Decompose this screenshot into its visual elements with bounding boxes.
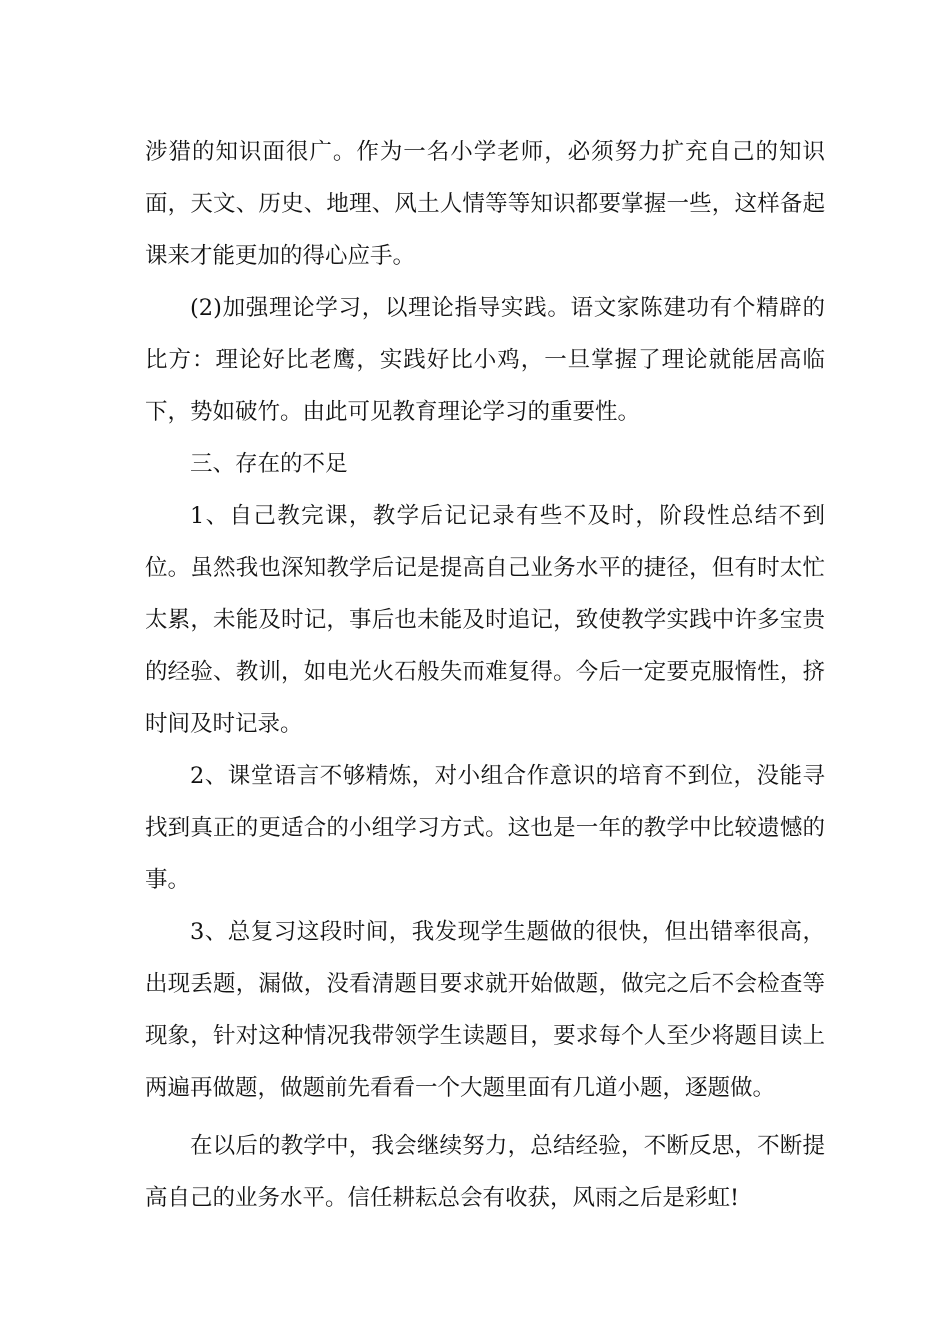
paragraph-knowledge: 涉猎的知识面很广。作为一名小学老师，必须努力扩充自己的知识面，天文、历史、地理、风土人情等等知识都要掌握一些，这样备起课来才能更加的得心应手。 xyxy=(145,139,825,269)
paragraph-closing: 在以后的教学中，我会继续努力，总结经验，不断反思，不断提高自己的业务水平。信任耕耘总会有收获，风雨之后是彩虹! xyxy=(145,1133,825,1211)
section-heading-shortcomings: 三、存在的不足 xyxy=(190,451,348,477)
paragraph-shortcoming-3: 3、总复习这段时间，我发现学生题做的很快，但出错率很高，出现丢题，漏做，没看清题目要求就开始做题，做完之后不会检查等现象，针对这种情况我带领学生读题目，要求每个人至少将题目读上两遍再做题，做题前先看看一个大题里面有几道小题，逐题做。 xyxy=(145,919,825,1101)
paragraph-shortcoming-2: 2、课堂语言不够精炼，对小组合作意识的培育不到位，没能寻找到真正的更适合的小组学习方式。这也是一年的教学中比较遗憾的事。 xyxy=(145,763,825,893)
paragraph-shortcoming-1: 1、自己教完课，教学后记记录有些不及时，阶段性总结不到位。虽然我也深知教学后记是提高自己业务水平的捷径，但有时太忙太累，未能及时记，事后也未能及时追记，致使教学实践中许多宝贵的经验、教训，如电光火石般失而难复得。今后一定要克服惰性，挤时间及时记录。 xyxy=(145,503,825,737)
paragraph-theory: (2)加强理论学习，以理论指导实践。语文家陈建功有个精辟的比方：理论好比老鹰，实践好比小鸡，一旦掌握了理论就能居高临下，势如破竹。由此可见教育理论学习的重要性。 xyxy=(145,295,825,425)
closing-text xyxy=(145,1120,825,1224)
main-text xyxy=(145,126,825,1114)
